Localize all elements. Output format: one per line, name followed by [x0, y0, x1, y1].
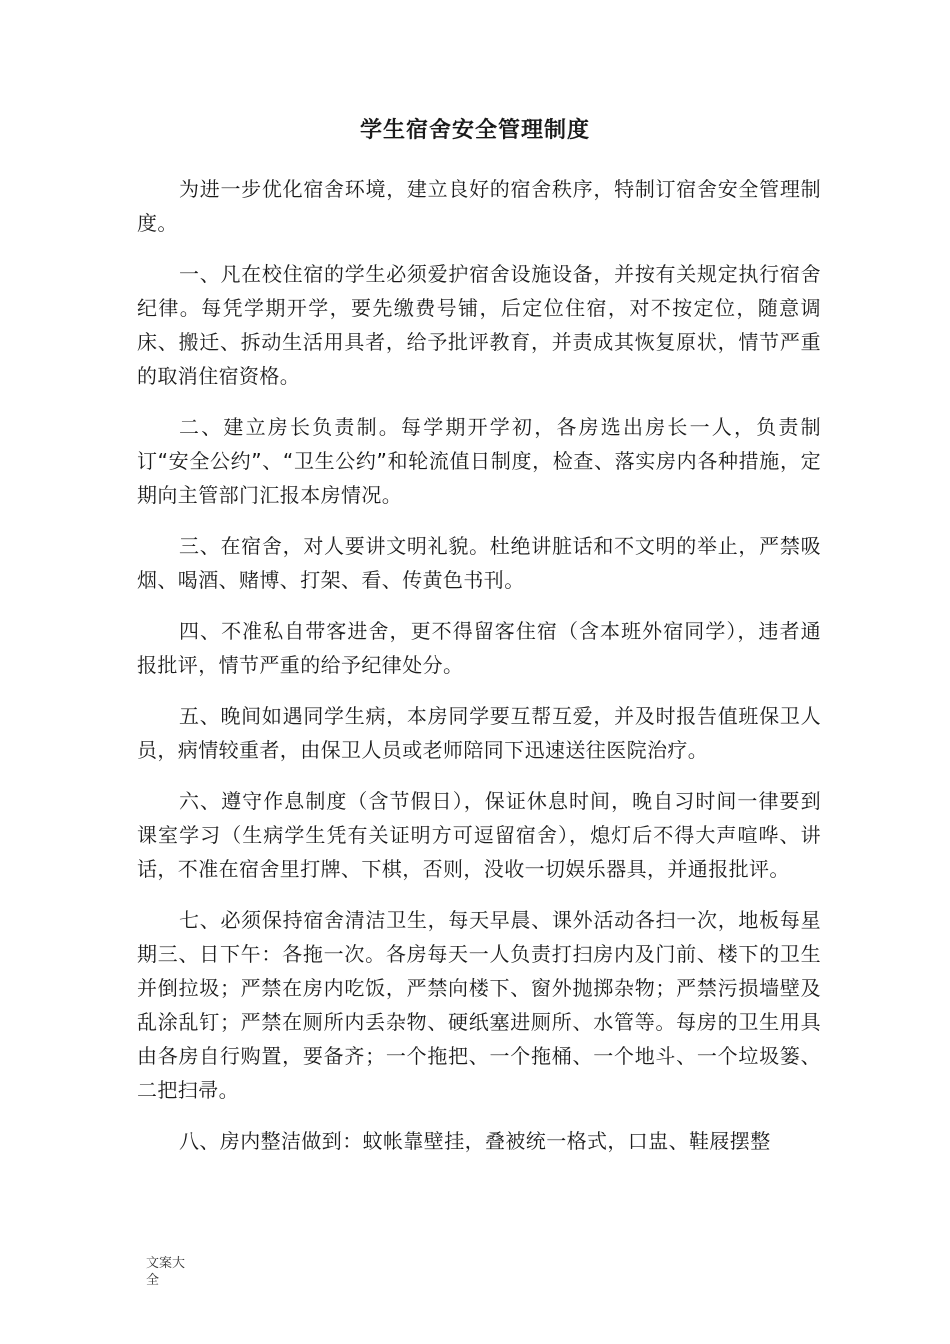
intro-paragraph: 为进一步优化宿舍环境，建立良好的宿舍秩序，特制订宿舍安全管理制度。	[137, 177, 821, 235]
rule-paragraph-3: 三、在宿舍，对人要讲文明礼貌。杜绝讲脏话和不文明的举止，严禁吸烟、喝酒、赌博、打架、看、传黄色书刊。	[137, 534, 821, 592]
rule-paragraph-4: 四、不准私自带客进舍，更不得留客住宿（含本班外宿同学），违者通报批评，情节严重的给予纪律处分。	[137, 619, 821, 677]
rule-paragraph-7: 七、必须保持宿舍清洁卫生，每天早晨、课外活动各扫一次，地板每星期三、日下午：各拖一次。各房每天一人负责打扫房内及门前、楼下的卫生并倒拉圾；严禁在房内吃饭，严禁向楼下、窗外抛掷杂物；严禁污损墙壁及乱涂乱钉；严禁在厕所内丢杂物、硬纸塞进厕所、水管等。每房的卫生用具由各房自行购置，要备齐；一个拖把、一个拖桶、一个地斗、一个垃圾篓、二把扫帚。	[137, 908, 821, 1102]
rule-paragraph-6: 六、遵守作息制度（含节假日），保证休息时间，晚自习时间一律要到课室学习（生病学生凭有关证明方可逗留宿舍），熄灯后不得大声喧哗、讲话，不准在宿舍里打牌、下棋，否则，没收一切娱乐器具，并通报批评。	[137, 789, 821, 881]
page-footer: 文案大全	[146, 1256, 186, 1288]
rule-paragraph-2: 二、建立房长负责制。每学期开学初，各房选出房长一人，负责制订“安全公约”、“卫生公约”和轮流值日制度，检查、落实房内各种措施，定期向主管部门汇报本房情况。	[137, 415, 821, 507]
document-body	[137, 172, 821, 1175]
rule-paragraph-1: 一、凡在校住宿的学生必须爱护宿舍设施设备，并按有关规定执行宿舍纪律。每凭学期开学，要先缴费号铺，后定位住宿，对不按定位，随意调床、搬迁、拆动生活用具者，给予批评教育，并责成其恢复原状，情节严重的取消住宿资格。	[137, 262, 821, 388]
document-title: 学生宿舍安全管理制度	[359, 118, 590, 143]
rule-paragraph-5: 五、晚间如遇同学生病，本房同学要互帮互爱，并及时报告值班保卫人员，病情较重者，由保卫人员或老师陪同下迅速送往医院治疗。	[137, 704, 821, 762]
rule-paragraph-8: 八、房内整洁做到：蚊帐靠壁挂，叠被统一格式，口盅、鞋屐摆整	[179, 1129, 771, 1153]
